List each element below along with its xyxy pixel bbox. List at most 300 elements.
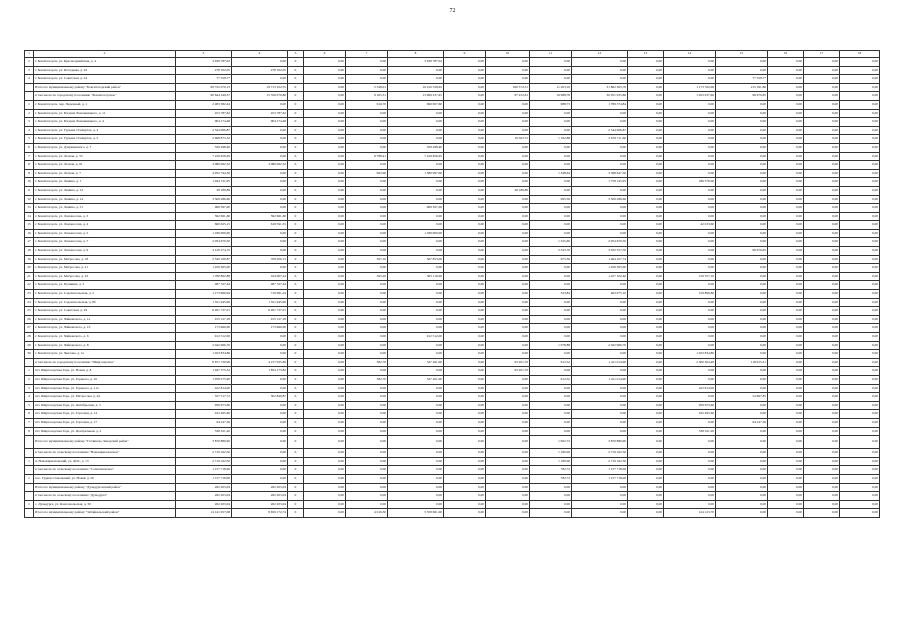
value-cell-col-17: 0,00 xyxy=(804,264,840,273)
column-number-1: 1 xyxy=(25,51,34,58)
value-cell-col-9: 0,00 xyxy=(444,474,486,483)
value-cell-col-3: 2 719 162,50 xyxy=(176,457,232,466)
value-cell-col-18: 0,00 xyxy=(840,135,880,144)
value-cell-col-12: 1 457 102,40 xyxy=(572,272,628,281)
table-row xyxy=(25,341,880,350)
value-cell-col-9: 0,00 xyxy=(444,92,486,101)
value-cell-col-10: 0,00 xyxy=(486,307,530,316)
value-cell-col-9: 0,00 xyxy=(444,186,486,195)
value-cell-col-11: 0,00 xyxy=(530,221,572,230)
value-cell-col-18: 0,00 xyxy=(840,457,880,466)
value-cell-col-13: 0,00 xyxy=(628,427,664,436)
table-row xyxy=(25,264,880,273)
value-cell-col-3: 1 157 718,06 xyxy=(176,474,232,483)
table-row xyxy=(25,143,880,152)
value-cell-col-6: 0,00 xyxy=(304,341,346,350)
value-cell-col-15: 0,00 xyxy=(716,324,768,333)
value-cell-col-7: 0,00 xyxy=(346,500,388,509)
address-cell: пгт. Ширгозерская Гора, ул. Октябрьская, д. 5 xyxy=(34,401,176,410)
value-cell-col-13: 0,00 xyxy=(628,500,664,509)
value-cell-col-5: 0 xyxy=(288,186,304,195)
value-cell-col-4: 392 661,60 xyxy=(232,212,288,221)
value-cell-col-12: 0,00 xyxy=(572,483,628,492)
value-cell-col-7: 0,00 xyxy=(346,341,388,350)
value-cell-col-18: 0,00 xyxy=(840,186,880,195)
value-cell-col-9: 0,00 xyxy=(444,83,486,92)
column-number-5: 5 xyxy=(288,51,304,58)
row-number-cell: 3 xyxy=(25,384,34,393)
value-cell-col-12: 0,00 xyxy=(572,143,628,152)
value-cell-col-13: 0,00 xyxy=(628,272,664,281)
subtotal-row xyxy=(25,92,880,101)
address-cell: г. Бокситогорск, пер. Перечный, д. 1 xyxy=(34,100,176,109)
value-cell-col-16: 0,00 xyxy=(768,126,804,135)
value-cell-col-16: 0,00 xyxy=(768,83,804,92)
value-cell-col-10: 0,00 xyxy=(486,195,530,204)
value-cell-col-14: 0,00 xyxy=(664,492,716,501)
table-row xyxy=(25,238,880,247)
value-cell-col-6: 0,00 xyxy=(304,178,346,187)
value-cell-col-15: 0,00 xyxy=(716,290,768,299)
row-number-cell: 2 xyxy=(25,58,34,67)
value-cell-col-16: 0,00 xyxy=(768,509,804,518)
address-cell: пгт. Ширгозерская Гора, ул. Матросова, д. 44 xyxy=(34,393,176,402)
address-cell: г. Бокситогорск, ул. Гурьева 19 квартал, д. 5 xyxy=(34,135,176,144)
table-row xyxy=(25,401,880,410)
value-cell-col-5: 0 xyxy=(288,83,304,92)
value-cell-col-4: 262 203,04 xyxy=(232,483,288,492)
column-number-2: 2 xyxy=(34,51,176,58)
row-number-cell: 3 xyxy=(25,118,34,127)
value-cell-col-3: 3 129 274,15 xyxy=(176,247,232,256)
value-cell-col-18: 0,00 xyxy=(840,375,880,384)
value-cell-col-17: 0,00 xyxy=(804,161,840,170)
value-cell-col-15: 0,00 xyxy=(716,401,768,410)
value-cell-col-9: 0,00 xyxy=(444,221,486,230)
value-cell-col-11: 0,00 xyxy=(530,350,572,359)
value-cell-col-16: 0,00 xyxy=(768,212,804,221)
value-cell-col-14: 0,00 xyxy=(664,100,716,109)
value-cell-col-13: 0,00 xyxy=(628,341,664,350)
value-cell-col-17: 0,00 xyxy=(804,204,840,213)
value-cell-col-17: 0,00 xyxy=(804,509,840,518)
value-cell-col-16: 0,00 xyxy=(768,204,804,213)
value-cell-col-9: 0,00 xyxy=(444,367,486,376)
value-cell-col-7: 616,70 xyxy=(346,100,388,109)
row-number-cell xyxy=(25,492,34,501)
value-cell-col-18: 0,00 xyxy=(840,212,880,221)
value-cell-col-18: 0,00 xyxy=(840,178,880,187)
row-number-cell: 3 xyxy=(25,66,34,75)
value-cell-col-5: 0 xyxy=(288,204,304,213)
value-cell-col-3: 359 298,40 xyxy=(176,143,232,152)
value-cell-col-18: 0,00 xyxy=(840,384,880,393)
value-cell-col-16: 0,00 xyxy=(768,367,804,376)
value-cell-col-4: 0,00 xyxy=(232,449,288,458)
value-cell-col-5: 0 xyxy=(288,58,304,67)
page-number: 72 xyxy=(449,8,456,14)
value-cell-col-3: 3 086 092,32 xyxy=(176,161,232,170)
value-cell-col-7: 0,00 xyxy=(346,418,388,427)
value-cell-col-5: 0 xyxy=(288,178,304,187)
value-cell-col-12: 0,00 xyxy=(572,492,628,501)
value-cell-col-12: 0,00 xyxy=(572,75,628,84)
value-cell-col-13: 0,00 xyxy=(628,66,664,75)
value-cell-col-13: 0,00 xyxy=(628,324,664,333)
value-cell-col-6: 0,00 xyxy=(304,169,346,178)
value-cell-col-8: 0,00 xyxy=(388,410,444,419)
value-cell-col-12: 2 679 711,60 xyxy=(572,135,628,144)
value-cell-col-15: 0,00 xyxy=(716,229,768,238)
value-cell-col-3: 357 517,72 xyxy=(176,393,232,402)
value-cell-col-8: 16 410 538,65 xyxy=(388,83,444,92)
value-cell-col-10: 0,00 xyxy=(486,229,530,238)
value-cell-col-14: 0,00 xyxy=(664,75,716,84)
value-cell-col-16: 0,00 xyxy=(768,298,804,307)
value-cell-col-9: 0,00 xyxy=(444,427,486,436)
value-cell-col-14: 0,00 xyxy=(664,238,716,247)
value-cell-col-17: 0,00 xyxy=(804,255,840,264)
value-cell-col-7: 0,00 xyxy=(346,483,388,492)
value-cell-col-10: 93 201,70 xyxy=(486,358,530,367)
value-cell-col-18: 0,00 xyxy=(840,272,880,281)
value-cell-col-7: 0,00 xyxy=(346,324,388,333)
value-cell-col-7: 0,00 xyxy=(346,212,388,221)
value-cell-col-17: 0,00 xyxy=(804,178,840,187)
value-cell-col-14: 0,00 xyxy=(664,264,716,273)
value-cell-col-17: 0,00 xyxy=(804,367,840,376)
value-cell-col-6: 0,00 xyxy=(304,92,346,101)
value-cell-col-6: 0,00 xyxy=(304,281,346,290)
value-cell-col-13: 0,00 xyxy=(628,204,664,213)
value-cell-col-15: 54 667,85 xyxy=(716,393,768,402)
value-cell-col-11: 0,00 xyxy=(530,483,572,492)
value-cell-col-14: 0,00 xyxy=(664,229,716,238)
value-cell-col-10: 0,00 xyxy=(486,427,530,436)
value-cell-col-4: 710 691,24 xyxy=(232,290,288,299)
value-cell-col-10: 0,00 xyxy=(486,238,530,247)
value-cell-col-15: 0,00 xyxy=(716,350,768,359)
value-cell-col-13: 0,00 xyxy=(628,238,664,247)
value-cell-col-6: 0,00 xyxy=(304,449,346,458)
value-cell-col-16: 0,00 xyxy=(768,92,804,101)
value-cell-col-9: 0,00 xyxy=(444,333,486,342)
value-cell-col-10: 0,00 xyxy=(486,418,530,427)
value-cell-col-14: 0,00 xyxy=(664,186,716,195)
value-cell-col-8: 565 116,00 xyxy=(388,272,444,281)
value-cell-col-6: 0,00 xyxy=(304,358,346,367)
value-cell-col-8: 0,00 xyxy=(388,195,444,204)
value-cell-col-17: 0,00 xyxy=(804,58,840,67)
value-cell-col-6: 0,00 xyxy=(304,195,346,204)
value-cell-col-13: 0,00 xyxy=(628,83,664,92)
value-cell-col-14: 0,00 xyxy=(664,393,716,402)
value-cell-col-3: 7 229 656,65 xyxy=(176,152,232,161)
value-cell-col-15: 0,00 xyxy=(716,152,768,161)
value-cell-col-6: 0,00 xyxy=(304,272,346,281)
value-cell-col-15: 0,00 xyxy=(716,109,768,118)
value-cell-col-14: 0,00 xyxy=(664,457,716,466)
value-cell-col-4: 3 086 092,32 xyxy=(232,161,288,170)
value-cell-col-16: 0,00 xyxy=(768,169,804,178)
value-cell-col-8: 0,00 xyxy=(388,290,444,299)
value-cell-col-4: 0,00 xyxy=(232,333,288,342)
value-cell-col-6: 0,00 xyxy=(304,126,346,135)
column-number-4: 4 xyxy=(232,51,288,58)
value-cell-col-10: 0,00 xyxy=(486,178,530,187)
value-cell-col-14: 0,00 xyxy=(664,298,716,307)
value-cell-col-14: 0,00 xyxy=(664,466,716,475)
value-cell-col-12: 1 157 718,06 xyxy=(572,466,628,475)
address-cell: г. Бокситогорск, ул. Лесная, д. 7 xyxy=(34,169,176,178)
value-cell-col-18: 0,00 xyxy=(840,221,880,230)
value-cell-col-4: 0,00 xyxy=(232,350,288,359)
address-cell: г. Бокситогорск, ул. Матросова, д. 21 xyxy=(34,264,176,273)
table-row xyxy=(25,135,880,144)
row-number-cell: 2 xyxy=(25,375,34,384)
value-cell-col-13: 0,00 xyxy=(628,100,664,109)
value-cell-col-13: 0,00 xyxy=(628,221,664,230)
value-cell-col-17: 0,00 xyxy=(804,281,840,290)
value-cell-col-9: 0,00 xyxy=(444,457,486,466)
value-cell-col-15: 0,00 xyxy=(716,298,768,307)
value-cell-col-8: 0,00 xyxy=(388,118,444,127)
value-cell-col-12: 2 054 670,50 xyxy=(572,238,628,247)
value-cell-col-16: 0,00 xyxy=(768,418,804,427)
value-cell-col-9: 0,00 xyxy=(444,135,486,144)
value-cell-col-5: 0 xyxy=(288,264,304,273)
value-cell-col-15: 0,00 xyxy=(716,221,768,230)
row-number-cell xyxy=(25,483,34,492)
value-cell-col-18: 0,00 xyxy=(840,350,880,359)
value-cell-col-10: 0,00 xyxy=(486,204,530,213)
value-cell-col-14: 0,00 xyxy=(664,500,716,509)
address-cell: г. Бокситогорск, ул. Ломоносова, д. 7 xyxy=(34,238,176,247)
row-number-cell: 1 xyxy=(25,474,34,483)
value-cell-col-15: 0,00 xyxy=(716,195,768,204)
value-cell-col-5: 0 xyxy=(288,341,304,350)
row-number-cell: 4 xyxy=(25,126,34,135)
value-cell-col-4: 0,00 xyxy=(232,126,288,135)
address-cell: г. Бокситогорск, ул. Чайковского, д. 6 xyxy=(34,333,176,342)
value-cell-col-11: 16 988,78 xyxy=(530,92,572,101)
value-cell-col-13: 0,00 xyxy=(628,457,664,466)
value-cell-col-14: 0,00 xyxy=(664,204,716,213)
value-cell-col-13: 0,00 xyxy=(628,509,664,518)
value-cell-col-13: 0,00 xyxy=(628,178,664,187)
value-cell-col-14: 422 814,00 xyxy=(664,384,716,393)
address-cell: г. Бокситогорск, ул. Матросова, д. 23 xyxy=(34,272,176,281)
table-row xyxy=(25,109,880,118)
value-cell-col-8: 5 558 661,00 xyxy=(388,509,444,518)
value-cell-col-15: 215 591,86 xyxy=(716,83,768,92)
address-cell: в том числе по сельскому поселению "Дульдурга" xyxy=(34,492,176,501)
value-cell-col-11: 0,00 xyxy=(530,427,572,436)
value-cell-col-6: 0,00 xyxy=(304,152,346,161)
value-cell-col-15: 0,00 xyxy=(716,238,768,247)
value-cell-col-6: 0,00 xyxy=(304,474,346,483)
value-cell-col-13: 0,00 xyxy=(628,436,664,449)
value-cell-col-18: 0,00 xyxy=(840,427,880,436)
value-cell-col-12: 0,00 xyxy=(572,186,628,195)
value-cell-col-9: 0,00 xyxy=(444,350,486,359)
value-cell-col-12: 0,00 xyxy=(572,152,628,161)
value-cell-col-16: 0,00 xyxy=(768,466,804,475)
row-number-cell: 12 xyxy=(25,195,34,204)
value-cell-col-12: 0,00 xyxy=(572,281,628,290)
value-cell-col-10: 0,00 xyxy=(486,341,530,350)
value-cell-col-13: 0,00 xyxy=(628,474,664,483)
value-cell-col-8: 3 639 787,02 xyxy=(388,58,444,67)
value-cell-col-8: 690 007,60 xyxy=(388,100,444,109)
value-cell-col-9: 0,00 xyxy=(444,161,486,170)
address-cell: г. Бокситогорск, ул. Ломоносова, д. 5 xyxy=(34,229,176,238)
value-cell-col-5: 0 xyxy=(288,315,304,324)
value-cell-col-6: 0,00 xyxy=(304,109,346,118)
value-cell-col-6: 0,00 xyxy=(304,186,346,195)
value-cell-col-6: 0,00 xyxy=(304,492,346,501)
value-cell-col-7: 0,00 xyxy=(346,126,388,135)
row-number-cell: 6 xyxy=(25,410,34,419)
value-cell-col-10: 0,00 xyxy=(486,221,530,230)
value-cell-col-5: 0 xyxy=(288,307,304,316)
row-number-cell: 13 xyxy=(25,204,34,213)
value-cell-col-16: 0,00 xyxy=(768,324,804,333)
row-number-cell: 5 xyxy=(25,401,34,410)
value-cell-col-7: 0,00 xyxy=(346,449,388,458)
row-number-cell: 16 xyxy=(25,229,34,238)
value-cell-col-11: 0,00 xyxy=(530,186,572,195)
value-cell-col-3: 2 483 382,44 xyxy=(176,100,232,109)
address-cell: г. Бокситогорск, ул. Советская, д. 29 xyxy=(34,307,176,316)
value-cell-col-3: 2 698 873,32 xyxy=(176,135,232,144)
value-cell-col-7: 0,00 xyxy=(346,204,388,213)
value-cell-col-7: 0,00 xyxy=(346,238,388,247)
address-cell: г. Бокситогорск, ул. Ленина, д. 14 xyxy=(34,195,176,204)
value-cell-col-4: 15 556 076,86 xyxy=(232,92,288,101)
value-cell-col-5: 0 xyxy=(288,492,304,501)
value-cell-col-13: 0,00 xyxy=(628,418,664,427)
value-cell-col-8: 547 261,00 xyxy=(388,358,444,367)
value-cell-col-6: 0,00 xyxy=(304,427,346,436)
value-cell-col-3: 3 509 286,60 xyxy=(176,195,232,204)
value-cell-col-3: 2 719 162,50 xyxy=(176,449,232,458)
value-cell-col-10: 0,00 xyxy=(486,58,530,67)
value-cell-col-11: 0,00 xyxy=(530,264,572,273)
address-cell: г. Бокситогорск, ул. Чайковского, д. 1а xyxy=(34,315,176,324)
value-cell-col-12: 0,00 xyxy=(572,427,628,436)
value-cell-col-7: 0,00 xyxy=(346,436,388,449)
value-cell-col-5: 0 xyxy=(288,384,304,393)
value-cell-col-15: 0,00 xyxy=(716,466,768,475)
value-cell-col-15: 0,00 xyxy=(716,118,768,127)
value-cell-col-16: 0,00 xyxy=(768,255,804,264)
address-cell: г. Бокситогорск, ул. Ленина, д. 51 xyxy=(34,204,176,213)
value-cell-col-6: 0,00 xyxy=(304,436,346,449)
value-cell-col-4: 0,00 xyxy=(232,401,288,410)
value-cell-col-10: 19 563,72 xyxy=(486,135,530,144)
value-cell-col-4: 0,00 xyxy=(232,135,288,144)
value-cell-col-3: 453 787,62 xyxy=(176,109,232,118)
value-cell-col-9: 0,00 xyxy=(444,75,486,84)
value-cell-col-16: 0,00 xyxy=(768,75,804,84)
value-cell-col-13: 0,00 xyxy=(628,410,664,419)
value-cell-col-16: 0,00 xyxy=(768,307,804,316)
address-cell: пгт. Ширгозерская Гора, ул. Торговая, д. 17 xyxy=(34,418,176,427)
value-cell-col-11: 0,00 xyxy=(530,204,572,213)
value-cell-col-18: 0,00 xyxy=(840,255,880,264)
value-cell-col-9: 0,00 xyxy=(444,375,486,384)
value-cell-col-3: 1 173 660,94 xyxy=(176,290,232,299)
value-cell-col-15: 0,00 xyxy=(716,126,768,135)
value-cell-col-10: 0,00 xyxy=(486,143,530,152)
value-cell-col-13: 0,00 xyxy=(628,92,664,101)
value-cell-col-16: 0,00 xyxy=(768,58,804,67)
value-cell-col-11: 0,00 xyxy=(530,509,572,518)
value-cell-col-9: 0,00 xyxy=(444,204,486,213)
row-number-cell: 14 xyxy=(25,212,34,221)
value-cell-col-6: 0,00 xyxy=(304,384,346,393)
value-cell-col-8: 0,00 xyxy=(388,341,444,350)
value-cell-col-15: 0,00 xyxy=(716,367,768,376)
value-cell-col-18: 0,00 xyxy=(840,410,880,419)
value-cell-col-12: 0,00 xyxy=(572,58,628,67)
value-cell-col-6: 0,00 xyxy=(304,418,346,427)
value-cell-col-18: 0,00 xyxy=(840,449,880,458)
subtotal-row xyxy=(25,483,880,492)
value-cell-col-3: 1 947 375,52 xyxy=(176,367,232,376)
value-cell-col-3: 262 203,04 xyxy=(176,500,232,509)
row-number-cell xyxy=(25,509,34,518)
value-cell-col-12: 0,00 xyxy=(572,315,628,324)
value-cell-col-6: 0,00 xyxy=(304,221,346,230)
value-cell-col-8: 547 261,00 xyxy=(388,375,444,384)
value-cell-col-9: 0,00 xyxy=(444,307,486,316)
value-cell-col-9: 0,00 xyxy=(444,492,486,501)
row-number-cell xyxy=(25,449,34,458)
value-cell-col-18: 0,00 xyxy=(840,341,880,350)
value-cell-col-5: 0 xyxy=(288,238,304,247)
value-cell-col-6: 0,00 xyxy=(304,264,346,273)
value-cell-col-6: 0,00 xyxy=(304,161,346,170)
value-cell-col-8: 0,00 xyxy=(388,298,444,307)
value-cell-col-5: 0 xyxy=(288,410,304,419)
value-cell-col-12: 3 876 880,90 xyxy=(572,436,628,449)
value-cell-col-7: 0,00 xyxy=(346,315,388,324)
value-cell-col-5: 0 xyxy=(288,281,304,290)
table-row xyxy=(25,186,880,195)
value-cell-col-14: 159 357,10 xyxy=(664,272,716,281)
value-cell-col-5: 0 xyxy=(288,350,304,359)
value-cell-col-7: 0,00 xyxy=(346,384,388,393)
value-cell-col-10: 0,00 xyxy=(486,457,530,466)
value-cell-col-17: 0,00 xyxy=(804,324,840,333)
value-cell-col-5: 0 xyxy=(288,290,304,299)
table-row xyxy=(25,178,880,187)
value-cell-col-14: 0,00 xyxy=(664,161,716,170)
value-cell-col-15: 0,00 xyxy=(716,375,768,384)
value-cell-col-9: 0,00 xyxy=(444,212,486,221)
subtotal-row xyxy=(25,83,880,92)
value-cell-col-16: 0,00 xyxy=(768,457,804,466)
value-cell-col-14: 0,00 xyxy=(664,418,716,427)
value-cell-col-17: 0,00 xyxy=(804,152,840,161)
value-cell-col-4: 0,00 xyxy=(232,341,288,350)
value-cell-col-13: 0,00 xyxy=(628,358,664,367)
value-cell-col-3: 3 876 880,90 xyxy=(176,436,232,449)
value-cell-col-15: 118 915,21 xyxy=(716,358,768,367)
value-cell-col-12: 2 544 066,87 xyxy=(572,126,628,135)
